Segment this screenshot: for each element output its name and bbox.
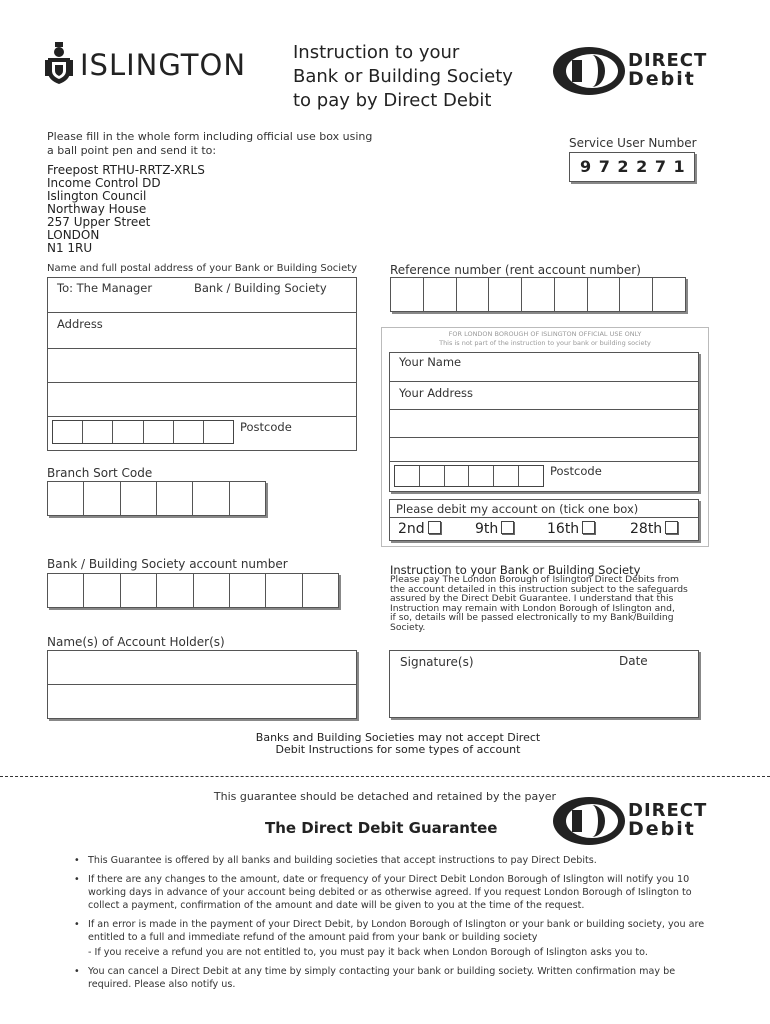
your-postcode-label: Postcode xyxy=(550,464,602,478)
reference-number-input[interactable] xyxy=(390,277,686,312)
direct-debit-logo-top: DIRECT xyxy=(628,50,708,71)
intro-line2: a ball point pen and send it to: xyxy=(47,144,217,157)
instruction-line: Society. xyxy=(390,621,426,633)
detach-note: This guarantee should be detached and retained by the payer xyxy=(213,790,557,803)
guarantee-item: • If an error is made in the payment of your Direct Debit, by London Borough of Islington or your bank or building society, you are entitled to a full and immediate refund of the amount paid from your bank or building society xyxy=(70,918,710,944)
signature-box[interactable] xyxy=(389,650,699,718)
address-line: Freepost RTHU-RRTZ-XRLS xyxy=(47,163,205,177)
bank-postcode-input[interactable] xyxy=(52,420,234,444)
instruction-line: the account detailed in this instruction subject to the safeguards xyxy=(390,583,688,595)
instruction-title: Instruction to your Bank or Building Society xyxy=(390,563,641,577)
account-holder-field-2[interactable] xyxy=(48,685,356,718)
official-use-line2: This is not part of the instruction to your bank or building society xyxy=(439,339,651,347)
your-address-label: Your Address xyxy=(399,386,474,400)
checkbox-icon[interactable] xyxy=(501,521,514,534)
instruction-line: Please pay The London Borough of Islington Direct Debits from xyxy=(390,574,679,585)
your-address-field[interactable] xyxy=(390,381,698,460)
account-holders-label: Name(s) of Account Holder(s) xyxy=(47,635,225,649)
address-line: Northway House xyxy=(47,202,147,216)
address-line: N1 1RU xyxy=(47,241,93,255)
service-user-number xyxy=(569,152,695,182)
intro-line1: Please fill in the whole form including official use box using xyxy=(47,130,373,143)
official-use-line1: FOR LONDON BOROUGH OF ISLINGTON OFFICIAL USE ONLY xyxy=(448,330,642,338)
guarantee-title: The Direct Debit Guarantee xyxy=(265,819,498,837)
debit-option-2nd[interactable] xyxy=(398,521,441,537)
direct-debit-logo xyxy=(552,46,722,96)
debit-option-label: 9th xyxy=(475,521,499,537)
signature-label: Signature(s) xyxy=(400,655,474,669)
sort-code-input[interactable] xyxy=(47,481,266,516)
address-line: LONDON xyxy=(47,228,100,242)
form-title-line1: Instruction to your xyxy=(293,42,460,63)
bank-box-heading: Name and full postal address of your Bank or Building Society xyxy=(47,263,358,274)
form-title-line3: to pay by Direct Debit xyxy=(293,90,492,111)
detach-line xyxy=(0,776,770,777)
direct-debit-logo-bottom: Debit xyxy=(628,818,696,840)
guarantee-item: • If there are any changes to the amount, date or frequency of your Direct Debit London Borough of Islington will notify you 10 working days in advance of your account being debited or as otherwise agreed. If you request London Borough of Islington to collect a payment, confirmation of the amount and date will be given to you at the time of the request. xyxy=(70,873,710,912)
guarantee-item: • You can cancel a Direct Debit at any time by simply contacting your bank or building society. Written confirmation may be required. Please also notify us. xyxy=(70,965,710,991)
council-name: ISLINGTON xyxy=(80,48,247,82)
your-postcode-input[interactable] xyxy=(394,465,544,487)
address-line: Income Control DD xyxy=(47,176,161,190)
debit-option-9th[interactable] xyxy=(475,521,514,537)
bank-manager-field[interactable] xyxy=(48,278,356,311)
debit-option-label: 16th xyxy=(547,521,580,537)
service-user-number-value: 9 7 2 2 7 1 xyxy=(580,157,686,176)
account-holder-field-1[interactable] xyxy=(48,651,356,683)
debit-option-28th[interactable] xyxy=(630,521,678,537)
sort-code-label: Branch Sort Code xyxy=(47,466,153,480)
to-manager-label: To: The Manager xyxy=(57,281,153,295)
checkbox-icon[interactable] xyxy=(428,521,441,534)
account-number-label: Bank / Building Society account number xyxy=(47,557,288,571)
direct-debit-logo-icon xyxy=(552,796,626,846)
direct-debit-logo-top: DIRECT xyxy=(628,800,708,821)
your-name-field[interactable] xyxy=(390,353,698,380)
checkbox-icon[interactable] xyxy=(582,521,595,534)
debit-option-label: 28th xyxy=(630,521,663,537)
guarantee-item: • This Guarantee is offered by all banks and building societies that accept instructions to pay Direct Debits. xyxy=(70,854,710,867)
form-title-line2: Bank or Building Society xyxy=(293,66,513,87)
address-label: Address xyxy=(57,317,103,331)
islington-crest-icon xyxy=(44,40,74,86)
instruction-line: Instruction may remain with London Borough of Islington and, xyxy=(390,602,675,614)
checkbox-icon[interactable] xyxy=(665,521,678,534)
instruction-text xyxy=(390,575,688,633)
account-number-input[interactable] xyxy=(47,573,339,608)
debit-date-box xyxy=(389,499,699,541)
date-label: Date xyxy=(619,654,648,668)
address-line: 257 Upper Street xyxy=(47,215,151,229)
reference-label: Reference number (rent account number) xyxy=(390,263,641,277)
direct-debit-logo-2 xyxy=(552,796,722,846)
return-address xyxy=(47,164,205,255)
bank-postcode-label: Postcode xyxy=(240,420,292,434)
instruction-line: assured by the Direct Debit Guarantee. I understand that this xyxy=(390,593,674,605)
instruction-line: if so, details will be passed electronically to my Bank/Building xyxy=(390,612,674,624)
debit-option-label: 2nd xyxy=(398,521,425,537)
your-name-label: Your Name xyxy=(399,355,462,369)
debit-option-16th[interactable] xyxy=(547,521,595,537)
service-user-label: Service User Number xyxy=(569,136,697,150)
banks-note-line2: Debit Instructions for some types of account xyxy=(275,743,521,756)
debit-date-label: Please debit my account on (tick one box) xyxy=(396,502,639,516)
bank-address-field[interactable] xyxy=(48,312,356,416)
banks-note-line1: Banks and Building Societies may not accept Direct xyxy=(255,731,541,744)
direct-debit-logo-icon xyxy=(552,46,626,96)
guarantee-item: - If you receive a refund you are not entitled to, you must pay it back when London Borough of Islington asks you to. xyxy=(88,947,648,958)
bank-building-society-label: Bank / Building Society xyxy=(194,281,327,295)
guarantee-list xyxy=(70,854,710,997)
direct-debit-logo-bottom: Debit xyxy=(628,68,696,90)
address-line: Islington Council xyxy=(47,189,147,203)
